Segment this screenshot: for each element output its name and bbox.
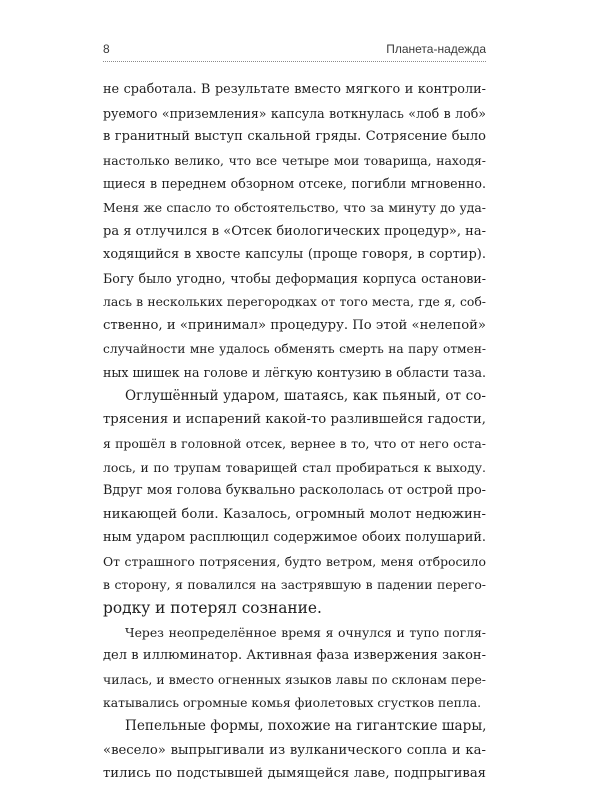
- body-text: [103, 78, 486, 786]
- text-line: лось, и по трупам товарищей стал пробираться к выходу.: [103, 459, 486, 475]
- text-line: чилась, и вместо огненных языков лавы по склонам пере-: [103, 671, 486, 687]
- text-line: случайности мне удалось обменять смерть на пару отмен-: [103, 341, 486, 356]
- text-line: Через неопределённое время я очнулся и тупо погля-: [125, 624, 486, 640]
- text-line: ственно, и «принимал» процедуру. По этой «нелепой»: [103, 317, 486, 333]
- page-number: 8: [103, 42, 110, 56]
- text-line: ходящийся в хвосте капсулы (проще говоря, в сортир).: [103, 247, 486, 263]
- text-line: дел в иллюминатор. Активная фаза извержения закон-: [103, 648, 486, 664]
- text-line: настолько велико, что все четыре мои товарища, находя-: [103, 152, 486, 168]
- header-divider: [103, 61, 486, 62]
- text-line: ным ударом расплющил содержимое обоих полушарий.: [103, 530, 486, 546]
- text-line: в сторону, я повалился на застрявшую в падении перего-: [103, 577, 486, 593]
- paragraph-3: [103, 621, 486, 715]
- text-line: От страшного потрясения, будто ветром, меня отбросило: [103, 553, 486, 569]
- text-line: катывались огромные комья фиолетовых сгустков пепла.: [103, 695, 482, 711]
- paragraph-4: [103, 715, 486, 786]
- text-line: трясения и испарений какой-то разлившейся гадости,: [103, 412, 486, 428]
- text-line: Оглушённый ударом, шатаясь, как пьяный, от со-: [125, 387, 486, 404]
- text-line: родку и потерял сознание.: [103, 599, 322, 618]
- text-line: я прошёл в головной отсек, вернее в то, что от него оста-: [103, 435, 486, 451]
- text-line: никающей боли. Казалось, огромный молот недюжин-: [103, 506, 486, 522]
- text-line: «весело» выпрыгивали из вулканического сопла и ка-: [103, 742, 486, 758]
- text-line: не сработала. В результате вместо мягкого и контроли-: [103, 82, 486, 97]
- book-title: Планета-надежда: [386, 42, 486, 56]
- text-line: Богу было угодно, чтобы деформация корпуса останови-: [103, 270, 486, 286]
- running-head: [103, 38, 486, 60]
- text-line: лась в нескольких перегородках от того места, где я, соб-: [103, 294, 486, 310]
- text-line: тились по подстывшей дымящейся лаве, подпрыгивая: [103, 766, 486, 782]
- text-line: ных шишек на голове и лёгкую контузию в области таза.: [103, 365, 487, 381]
- paragraph-1: [103, 78, 486, 385]
- paragraph-2: [103, 385, 486, 621]
- text-line: Пепельные формы, похожие на гигантские шары,: [125, 718, 487, 735]
- text-line: Меня же спасло то обстоятельство, что за минуту до уда-: [103, 199, 486, 215]
- text-line: ра я отлучился в «Отсек биологических процедур», на-: [103, 223, 486, 239]
- text-line: Вдруг моя голова буквально раскололась от острой про-: [103, 483, 486, 499]
- text-line: в гранитный выступ скальной гряды. Сотрясение было: [103, 129, 486, 145]
- text-line: руемого «приземления» капсула воткнулась «лоб в лоб»: [103, 105, 486, 121]
- text-line: щиеся в переднем обзорном отсеке, погибли мгновенно.: [103, 176, 486, 192]
